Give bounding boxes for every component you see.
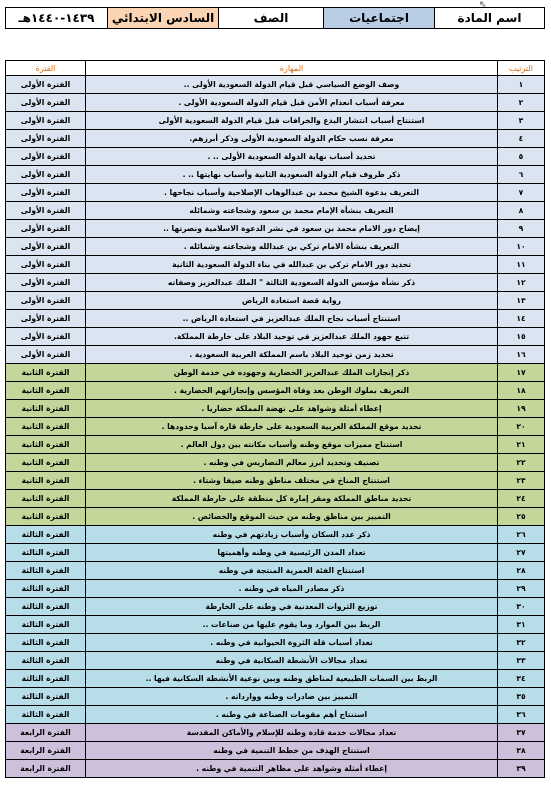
row-number: ٣٢ [498, 634, 545, 652]
row-number: ٢٩ [498, 580, 545, 598]
row-skill: التمييز بين مناطق وطنه من حيث الموقع والخصائص . [86, 508, 498, 526]
skills-table [5, 60, 545, 778]
row-period: الفترة الثالثة [6, 688, 86, 706]
row-period: الفترة الأولى [6, 166, 86, 184]
table-row [6, 310, 545, 328]
table-row [6, 706, 545, 724]
row-number: ٢٨ [498, 562, 545, 580]
row-skill: رواية قصة استعادة الرياض [86, 292, 498, 310]
table-row [6, 616, 545, 634]
table-row [6, 508, 545, 526]
row-number: ١٨ [498, 382, 545, 400]
subject-label: اسم المادة [435, 8, 545, 29]
row-skill: استنتاج الهدف من خطط التنمية في وطنه [86, 742, 498, 760]
table-row [6, 472, 545, 490]
table-row [6, 130, 545, 148]
row-skill: استنتاج مميزات موقع وطنه وأسباب مكانته بين دول العالم . [86, 436, 498, 454]
table-row [6, 346, 545, 364]
row-skill: استنتاج المناخ في مختلف مناطق وطنه صيفا وشتاء . [86, 472, 498, 490]
row-number: ٢٦ [498, 526, 545, 544]
row-skill: ذكر مصادر المياه في وطنه . [86, 580, 498, 598]
row-number: ٥ [498, 148, 545, 166]
table-row [6, 580, 545, 598]
table-row [6, 634, 545, 652]
row-period: الفترة الثالثة [6, 580, 86, 598]
row-skill: التعريف بملوك الوطن بعد وفاة المؤسس وإنجازاتهم الحضارية . [86, 382, 498, 400]
academic-year: ١٤٣٩-١٤٤٠هـ [6, 8, 108, 29]
row-number: ١٠ [498, 238, 545, 256]
row-period: الفترة الثانية [6, 436, 86, 454]
row-period: الفترة الثالثة [6, 634, 86, 652]
row-period: الفترة الثانية [6, 382, 86, 400]
table-row [6, 562, 545, 580]
row-number: ٣٩ [498, 760, 545, 778]
row-period: الفترة الأولى [6, 346, 86, 364]
row-skill: تتبع جهود الملك عبدالعزيز في توحيد البلاد على خارطة المملكة. [86, 328, 498, 346]
row-skill: تعداد أسباب قلة الثروة الحيوانية في وطنه . [86, 634, 498, 652]
row-skill: وصف الوضع السياسي قبل قيام الدولة السعودية الأولى .. [86, 76, 498, 94]
table-row [6, 94, 545, 112]
row-skill: تحديد موقع المملكة العربية السعودية على خارطة قارة آسيا وحدودها . [86, 418, 498, 436]
row-number: ٣٧ [498, 724, 545, 742]
row-period: الفترة الثانية [6, 400, 86, 418]
row-period: الفترة الثالثة [6, 598, 86, 616]
table-row [6, 202, 545, 220]
row-skill: ذكر نشأة مؤسس الدولة السعودية الثالثة " الملك عبدالعزيز وصفاته [86, 274, 498, 292]
row-period: الفترة الأولى [6, 76, 86, 94]
table-row [6, 490, 545, 508]
row-number: ٢ [498, 94, 545, 112]
row-period: الفترة الأولى [6, 220, 86, 238]
table-row [6, 688, 545, 706]
row-number: ١٤ [498, 310, 545, 328]
row-number: ١٩ [498, 400, 545, 418]
table-row [6, 292, 545, 310]
row-skill: التعريف بنشأة الامام تركي بن عبدالله وشجاعته وشمائله . [86, 238, 498, 256]
table-row [6, 76, 545, 94]
row-number: ٢١ [498, 436, 545, 454]
column-header-period: الفترة [6, 61, 86, 76]
class-label: الصف [219, 8, 324, 29]
row-period: الفترة الرابعة [6, 742, 86, 760]
table-row [6, 526, 545, 544]
row-number: ٣٤ [498, 670, 545, 688]
table-row [6, 220, 545, 238]
row-period: الفترة الثانية [6, 490, 86, 508]
row-number: ١٧ [498, 364, 545, 382]
table-row [6, 742, 545, 760]
row-number: ٩ [498, 220, 545, 238]
row-skill: تحديد أسباب نهاية الدولة السعودية الأولى .. . [86, 148, 498, 166]
table-row [6, 328, 545, 346]
column-header-order: الترتيب [498, 61, 545, 76]
row-skill: ذكر إنجازات الملك عبدالعزيز الحضارية وجهوده في خدمة الوطن [86, 364, 498, 382]
row-period: الفترة الثالثة [6, 706, 86, 724]
row-number: ٣٣ [498, 652, 545, 670]
row-number: ٧ [498, 184, 545, 202]
row-skill: تعداد مجالات خدمة قادة وطنه للإسلام والأماكن المقدسة [86, 724, 498, 742]
row-period: الفترة الأولى [6, 292, 86, 310]
row-period: الفترة الثانية [6, 508, 86, 526]
table-row [6, 652, 545, 670]
row-skill: استنتاج الفئة العمرية المنتجة في وطنه [86, 562, 498, 580]
row-number: ٢٣ [498, 472, 545, 490]
table-row [6, 148, 545, 166]
subject-value: اجتماعيات [324, 8, 435, 29]
row-number: ١٢ [498, 274, 545, 292]
table-row [6, 166, 545, 184]
table-row [6, 400, 545, 418]
row-skill: تصنيف وتحديد أبرز معالم التضاريس في وطنه . [86, 454, 498, 472]
row-period: الفترة الأولى [6, 238, 86, 256]
row-skill: ذكر عدد السكان وأسباب زيادتهم في وطنه [86, 526, 498, 544]
row-number: ١٦ [498, 346, 545, 364]
table-row [6, 544, 545, 562]
table-row [6, 436, 545, 454]
table-row [6, 238, 545, 256]
row-period: الفترة الثانية [6, 364, 86, 382]
row-skill: إعطاء أمثلة وشواهد على مظاهر التنمية في وطنه . [86, 760, 498, 778]
row-period: الفترة الأولى [6, 184, 86, 202]
row-period: الفترة الثانية [6, 472, 86, 490]
row-number: ٣٥ [498, 688, 545, 706]
row-period: الفترة الأولى [6, 274, 86, 292]
row-period: الفترة الثالثة [6, 670, 86, 688]
row-period: الفترة الرابعة [6, 760, 86, 778]
row-period: الفترة الأولى [6, 202, 86, 220]
row-period: الفترة الأولى [6, 130, 86, 148]
row-number: ٦ [498, 166, 545, 184]
table-row [6, 256, 545, 274]
row-period: الفترة الثالثة [6, 544, 86, 562]
row-period: الفترة الثانية [6, 454, 86, 472]
row-period: الفترة الأولى [6, 112, 86, 130]
subject-header-table [5, 7, 545, 29]
row-period: الفترة الأولى [6, 328, 86, 346]
row-skill: ذكر ظروف قيام الدولة السعودية الثانية وأسباب نهايتها .. . [86, 166, 498, 184]
row-skill: تحديد دور الامام تركي بن عبدالله في بناء الدولة السعودية الثانية [86, 256, 498, 274]
table-row [6, 724, 545, 742]
row-skill: الربط بين السمات الطبيعية لمناطق وطنه وبين نوعية الأنشطة السكانية فيها .. [86, 670, 498, 688]
row-number: ٢٢ [498, 454, 545, 472]
table-row [6, 418, 545, 436]
mouse-cursor-icon: ⇖ [479, 0, 487, 10]
row-period: الفترة الثالثة [6, 616, 86, 634]
row-period: الفترة الثالثة [6, 652, 86, 670]
row-number: ٢٧ [498, 544, 545, 562]
row-period: الفترة الأولى [6, 148, 86, 166]
row-skill: إعطاء أمثلة وشواهد على نهضة المملكة حضاريا . [86, 400, 498, 418]
row-number: ٣ [498, 112, 545, 130]
table-row [6, 382, 545, 400]
row-number: ٣٦ [498, 706, 545, 724]
row-skill: تعداد المدن الرئيسية في وطنه وأهميتها [86, 544, 498, 562]
row-number: ٨ [498, 202, 545, 220]
row-number: ٣٠ [498, 598, 545, 616]
row-period: الفترة الأولى [6, 310, 86, 328]
table-row [6, 454, 545, 472]
row-number: ١٥ [498, 328, 545, 346]
table-row [6, 112, 545, 130]
row-skill: معرفة أسباب انعدام الأمن قبل قيام الدولة السعودية الأولى . [86, 94, 498, 112]
row-number: ٢٥ [498, 508, 545, 526]
row-skill: معرفة نسب حكام الدولة السعودية الأولى وذكر أبرزهم. [86, 130, 498, 148]
row-number: ٣١ [498, 616, 545, 634]
row-skill: استنتاج أسباب نجاح الملك عبدالعزيز في استعادة الرياض .. [86, 310, 498, 328]
row-number: ٤ [498, 130, 545, 148]
row-number: ٣٨ [498, 742, 545, 760]
row-number: ١٣ [498, 292, 545, 310]
row-skill: تحديد زمن توحيد البلاد باسم المملكة العربية السعودية . [86, 346, 498, 364]
skills-table-header [6, 61, 545, 76]
row-number: ١١ [498, 256, 545, 274]
column-header-skill: المهارة [86, 61, 498, 76]
class-value: السادس الابتدائي [108, 8, 219, 29]
row-number: ١ [498, 76, 545, 94]
row-skill: الربط بين الموارد وما يقوم عليها من صناعات .. [86, 616, 498, 634]
row-skill: التعريف بدعوة الشيخ محمد بن عبدالوهاب الإصلاحية وأسباب نجاحها . [86, 184, 498, 202]
row-period: الفترة الرابعة [6, 724, 86, 742]
row-period: الفترة الثالثة [6, 562, 86, 580]
row-skill: استنتاج أسباب انتشار البدع والخرافات قبل قيام الدولة السعودية الأولى [86, 112, 498, 130]
row-number: ٢٤ [498, 490, 545, 508]
row-skill: التعريف بنشأة الإمام محمد بن سعود وشجاعته وشمائله [86, 202, 498, 220]
row-period: الفترة الأولى [6, 94, 86, 112]
row-number: ٢٠ [498, 418, 545, 436]
table-row [6, 364, 545, 382]
table-row [6, 184, 545, 202]
table-row [6, 598, 545, 616]
row-period: الفترة الأولى [6, 256, 86, 274]
row-skill: توزيع الثروات المعدنية في وطنه على الخارطة [86, 598, 498, 616]
row-period: الفترة الثالثة [6, 526, 86, 544]
table-row [6, 760, 545, 778]
row-skill: استنتاج أهم مقومات الصناعة في وطنه . [86, 706, 498, 724]
row-skill: التمييز بين صادرات وطنه ووارداته . [86, 688, 498, 706]
row-skill: إيضاح دور الامام محمد بن سعود في نشر الدعوة الاسلامية ونصرتها .. [86, 220, 498, 238]
row-period: الفترة الثانية [6, 418, 86, 436]
table-row [6, 274, 545, 292]
row-skill: تعداد مجالات الأنشطة السكانية في وطنه [86, 652, 498, 670]
table-row [6, 670, 545, 688]
row-skill: تحديد مناطق المملكة ومقر إمارة كل منطقة على خارطة المملكة [86, 490, 498, 508]
